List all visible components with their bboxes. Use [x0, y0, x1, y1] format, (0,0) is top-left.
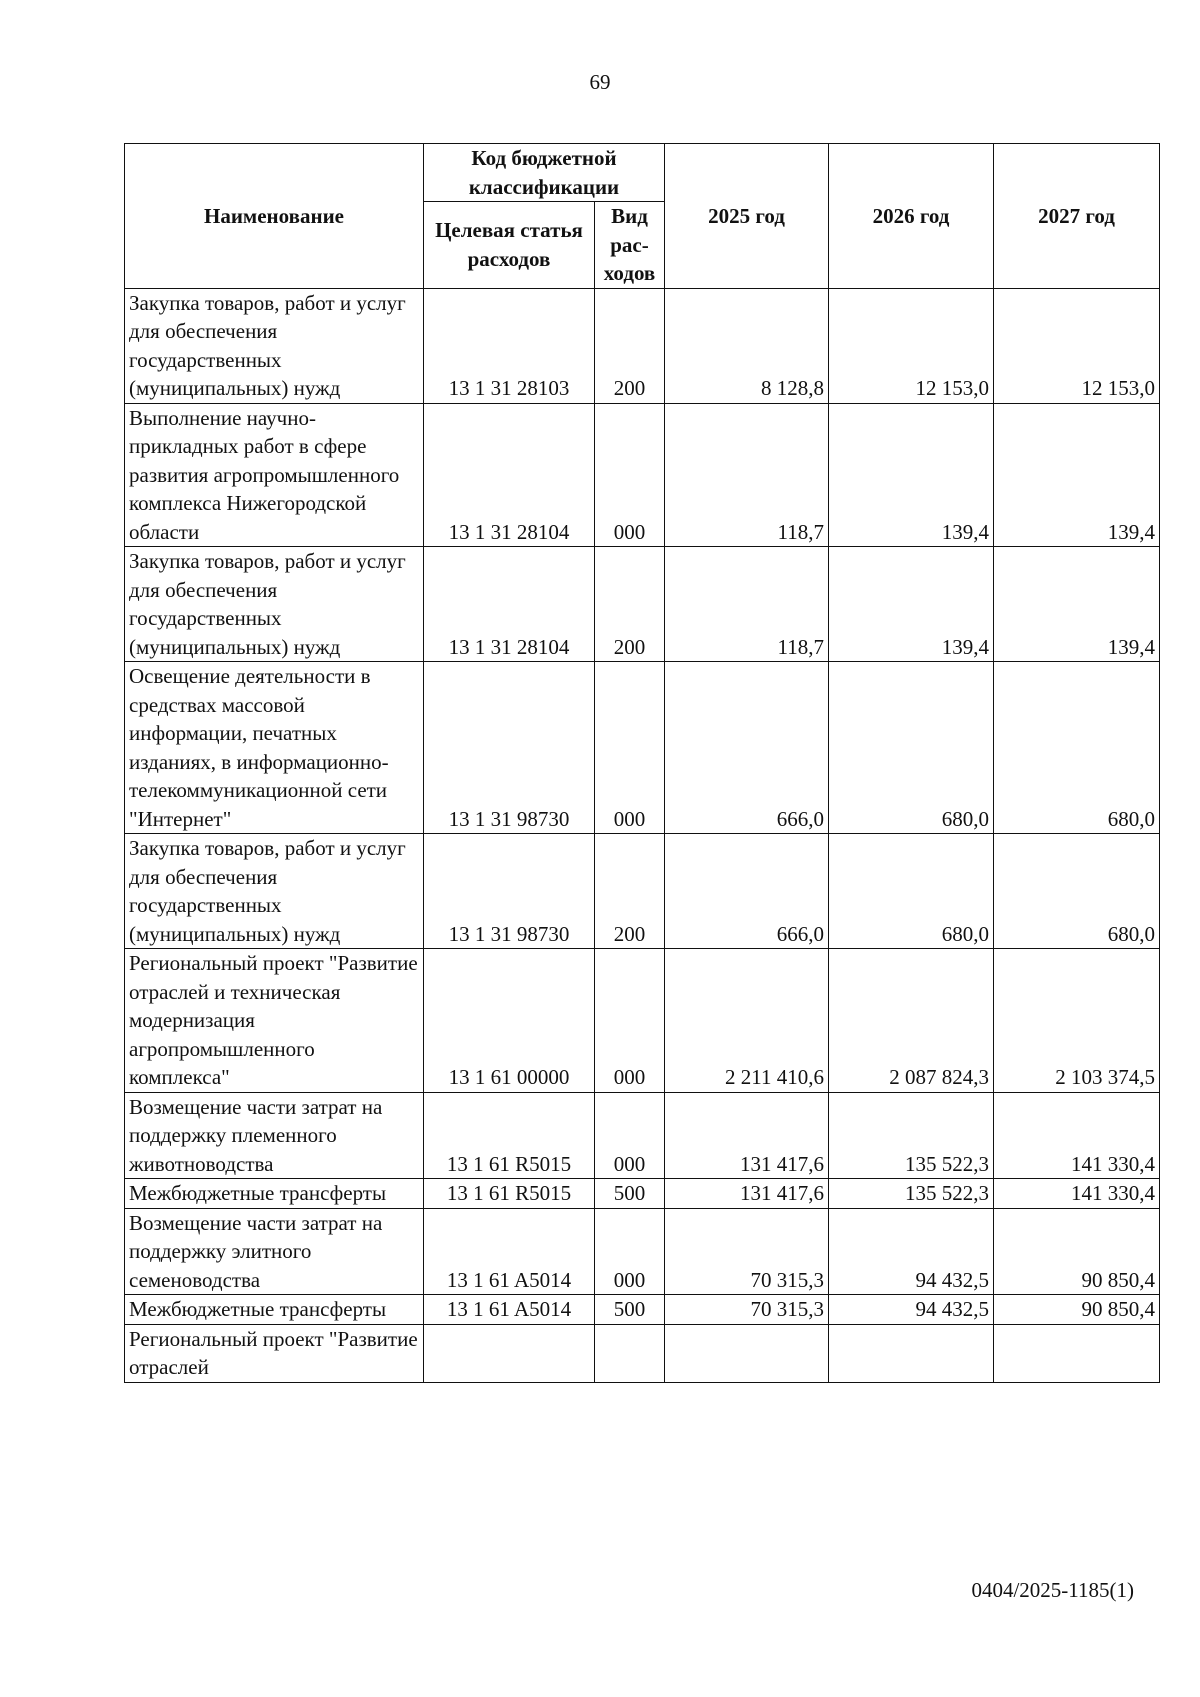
row-value-2027: 680,0	[994, 834, 1160, 949]
row-expense-kind: 000	[595, 1208, 665, 1295]
row-expense-kind: 000	[595, 949, 665, 1093]
row-value-2026: 94 432,5	[829, 1295, 994, 1325]
table-row	[125, 403, 1160, 547]
row-name: Межбюджетные трансферты	[125, 1179, 424, 1209]
row-expense-kind: 000	[595, 403, 665, 547]
row-value-2025: 666,0	[665, 834, 829, 949]
header-expense-kind: Вид рас-ходов	[595, 202, 665, 289]
row-value-2027: 90 850,4	[994, 1208, 1160, 1295]
row-value-2026: 139,4	[829, 547, 994, 662]
row-value-2025: 131 417,6	[665, 1092, 829, 1179]
table-row	[125, 662, 1160, 834]
row-name: Межбюджетные трансферты	[125, 1295, 424, 1325]
table-row	[125, 834, 1160, 949]
row-value-2027: 139,4	[994, 547, 1160, 662]
row-value-2026: 12 153,0	[829, 288, 994, 403]
header-year-2027: 2027 год	[994, 144, 1160, 289]
row-value-2026: 680,0	[829, 834, 994, 949]
row-target-article	[424, 1324, 595, 1382]
row-value-2025: 70 315,3	[665, 1208, 829, 1295]
header-target-article: Целевая статья расходов	[424, 202, 595, 289]
row-expense-kind: 200	[595, 834, 665, 949]
row-name: Закупка товаров, работ и услуг для обеспечения государственных (муниципальных) нужд	[125, 547, 424, 662]
row-value-2026	[829, 1324, 994, 1382]
row-name: Освещение деятельности в средствах массовой информации, печатных изданиях, в информационно-телекоммуникационной сети "Интернет"	[125, 662, 424, 834]
page-number: 69	[589, 70, 611, 94]
row-expense-kind: 500	[595, 1179, 665, 1209]
table-row	[125, 949, 1160, 1093]
row-expense-kind: 200	[595, 288, 665, 403]
row-value-2027: 141 330,4	[994, 1179, 1160, 1209]
row-value-2026: 94 432,5	[829, 1208, 994, 1295]
row-value-2025	[665, 1324, 829, 1382]
row-target-article: 13 1 31 98730	[424, 662, 595, 834]
table-row	[125, 1208, 1160, 1295]
row-expense-kind: 000	[595, 662, 665, 834]
row-value-2026: 2 087 824,3	[829, 949, 994, 1093]
row-target-article: 13 1 31 28104	[424, 403, 595, 547]
row-target-article: 13 1 31 98730	[424, 834, 595, 949]
table-row	[125, 547, 1160, 662]
row-value-2026: 680,0	[829, 662, 994, 834]
row-expense-kind: 200	[595, 547, 665, 662]
row-name: Закупка товаров, работ и услуг для обеспечения государственных (муниципальных) нужд	[125, 288, 424, 403]
row-value-2027: 139,4	[994, 403, 1160, 547]
row-expense-kind	[595, 1324, 665, 1382]
row-target-article: 13 1 61 R5015	[424, 1179, 595, 1209]
row-value-2025: 70 315,3	[665, 1295, 829, 1325]
row-value-2026: 139,4	[829, 403, 994, 547]
table-body	[125, 288, 1160, 1382]
row-expense-kind: 000	[595, 1092, 665, 1179]
table-row	[125, 288, 1160, 403]
document-code: 0404/2025-1185(1)	[971, 1578, 1134, 1602]
row-value-2026: 135 522,3	[829, 1179, 994, 1209]
row-value-2027: 12 153,0	[994, 288, 1160, 403]
row-target-article: 13 1 61 A5014	[424, 1295, 595, 1325]
row-name: Региональный проект "Развитие отраслей и техническая модернизация агропромышленного комплекса"	[125, 949, 424, 1093]
table-row	[125, 1295, 1160, 1325]
table-row	[125, 1092, 1160, 1179]
row-name: Возмещение части затрат на поддержку элитного семеноводства	[125, 1208, 424, 1295]
budget-table	[124, 143, 1160, 1383]
row-value-2027: 90 850,4	[994, 1295, 1160, 1325]
table-row	[125, 1179, 1160, 1209]
row-value-2027	[994, 1324, 1160, 1382]
row-target-article: 13 1 31 28104	[424, 547, 595, 662]
row-value-2025: 2 211 410,6	[665, 949, 829, 1093]
row-target-article: 13 1 61 A5014	[424, 1208, 595, 1295]
row-name: Региональный проект "Развитие отраслей	[125, 1324, 424, 1382]
row-target-article: 13 1 31 28103	[424, 288, 595, 403]
row-value-2027: 141 330,4	[994, 1092, 1160, 1179]
row-value-2025: 666,0	[665, 662, 829, 834]
row-value-2025: 118,7	[665, 547, 829, 662]
row-expense-kind: 500	[595, 1295, 665, 1325]
header-name: Наименование	[125, 144, 424, 289]
header-year-2025: 2025 год	[665, 144, 829, 289]
row-target-article: 13 1 61 00000	[424, 949, 595, 1093]
row-name: Закупка товаров, работ и услуг для обеспечения государственных (муниципальных) нужд	[125, 834, 424, 949]
table-header	[125, 144, 1160, 289]
row-target-article: 13 1 61 R5015	[424, 1092, 595, 1179]
row-name: Выполнение научно-прикладных работ в сфере развития агропромышленного комплекса Нижегородской области	[125, 403, 424, 547]
row-name: Возмещение части затрат на поддержку племенного животноводства	[125, 1092, 424, 1179]
row-value-2025: 131 417,6	[665, 1179, 829, 1209]
row-value-2027: 2 103 374,5	[994, 949, 1160, 1093]
row-value-2026: 135 522,3	[829, 1092, 994, 1179]
header-year-2026: 2026 год	[829, 144, 994, 289]
row-value-2025: 8 128,8	[665, 288, 829, 403]
row-value-2025: 118,7	[665, 403, 829, 547]
header-budget-code: Код бюджетной классификации	[424, 144, 665, 202]
row-value-2027: 680,0	[994, 662, 1160, 834]
table-row	[125, 1324, 1160, 1382]
